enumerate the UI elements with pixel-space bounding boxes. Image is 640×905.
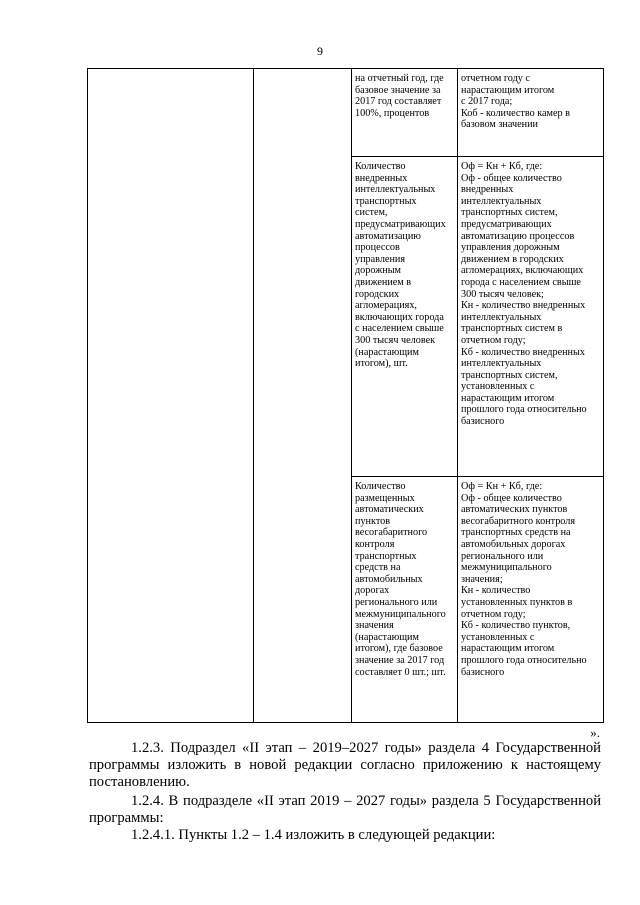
- page-number: 9: [317, 44, 323, 58]
- table-cell-empty: [254, 69, 352, 723]
- paragraph-1-2-4-1: 1.2.4.1. Пункты 1.2 – 1.4 изложить в следующей редакции:: [131, 827, 496, 843]
- indicator-cell: [352, 157, 458, 477]
- paragraph-1-2-4: 1.2.4. В подразделе «II этап 2019 – 2027 годы» раздела 5 Государственной программы:: [89, 793, 601, 826]
- indicator-text: Количество внедренных интеллектуальных транспортных систем, предусматривающих автоматизацию процессов управления дорожным движением в городских агломерациях, включающих города с населением свыше 300 тысяч человек (нарастающим итогом), шт.: [355, 161, 446, 370]
- indicator-cell: [352, 477, 458, 723]
- table-row: [88, 69, 604, 157]
- formula-cell: [458, 157, 604, 477]
- indicators-table: [87, 68, 604, 723]
- closing-quote: ».: [590, 725, 600, 740]
- paragraph-1-2-3: 1.2.3. Подраздел «II этап – 2019–2027 годы» раздела 4 Государственной программы изложить в новой редакции согласно приложению к настоящему постановлению.: [89, 740, 601, 790]
- formula-cell: [458, 477, 604, 723]
- formula-text: Оф = Кн + Кб, где: Оф - общее количество автоматических пунктов весогабаритного контроля транспортных средств на автомобильных дорогах регионального или межмуниципального значения; Кн - количество установленных пунктов в отчетном году; Кб - количество пунктов, установленных с нарастающим итогом прошлого года относительно базисного: [461, 481, 587, 678]
- formula-text: отчетном году с нарастающим итогом с 2017 года; Коб - количество камер в базовом значении: [461, 73, 570, 131]
- formula-cell: [458, 69, 604, 157]
- formula-text: Оф = Кн + Кб, где: Оф - общее количество внедренных интеллектуальных транспортных систем, предусматривающих автоматизацию процессов управления дорожным движением в городских агломерациях, включающих города с населением свыше 300 тысяч человек; Кн - количество внедренных интеллектуальных транспортных систем в отчетном году; Кб - количество внедренных интеллектуальных транспортных систем, установленных с нарастающим итогом прошлого года относительно базисного: [461, 161, 587, 428]
- indicator-text: Количество размещенных автоматических пунктов весогабаритного контроля транспортных средств на автомобильных дорогах регионального или межмуниципального значения (нарастающим итогом), где базовое значение за 2017 год составляет 0 шт.; шт.: [355, 481, 446, 678]
- indicator-text: на отчетный год, где базовое значение за 2017 год составляет 100%, процентов: [355, 73, 444, 119]
- indicator-cell: [352, 69, 458, 157]
- table-cell-empty: [88, 69, 254, 723]
